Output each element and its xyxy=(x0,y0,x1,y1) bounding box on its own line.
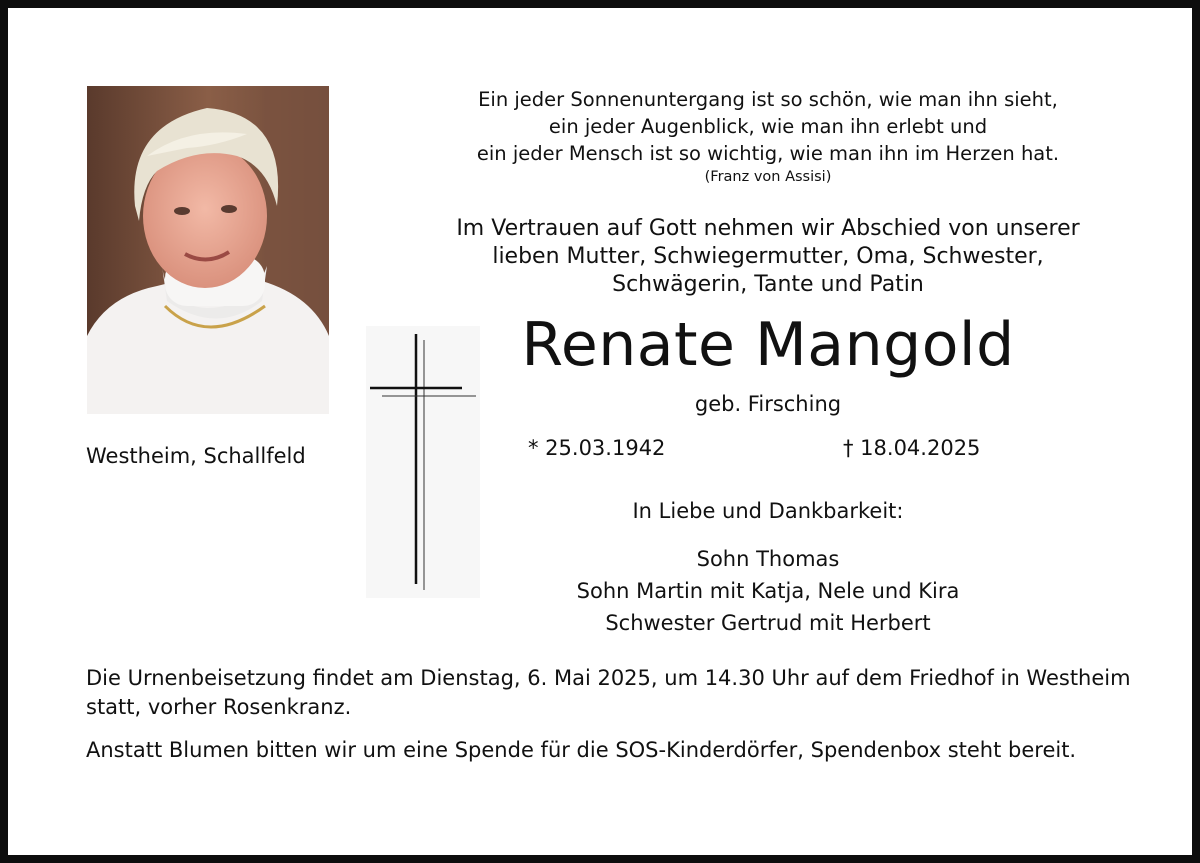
intro-line: Schwägerin, Tante und Patin xyxy=(612,272,924,297)
residence-location: Westheim, Schallfeld xyxy=(86,444,306,468)
quote-author: (Franz von Assisi) xyxy=(704,169,832,185)
death-date: † 18.04.2025 xyxy=(843,436,981,460)
quote-line: ein jeder Augenblick, wie man ihn erlebt und xyxy=(548,115,988,138)
burial-notice: Die Urnenbeisetzung findet am Dienstag, 6. Mai 2025, um 14.30 Uhr auf dem Friedhof in Westheim statt, vorher Rosenkranz. xyxy=(86,666,1131,719)
quote-line: Ein jeder Sonnenuntergang ist so schön, wie man ihn sieht, xyxy=(478,88,1058,111)
cross-icon xyxy=(366,326,480,598)
birth-date: * 25.03.1942 xyxy=(528,436,666,460)
quote-line: ein jeder Mensch ist so wichtig, wie man ihn im Herzen hat. xyxy=(476,142,1060,165)
donation-notice: Anstatt Blumen bitten wir um eine Spende für die SOS-Kinderdörfer, Spendenbox steht bereit. xyxy=(86,738,1077,762)
mourners-list xyxy=(488,543,1048,639)
mourner-item: Schwester Gertrud mit Herbert xyxy=(605,611,931,635)
mourner-item: Sohn Martin mit Katja, Nele und Kira xyxy=(576,579,960,603)
quote-text xyxy=(388,86,1148,167)
thanks-heading: In Liebe und Dankbarkeit: xyxy=(632,499,904,523)
mourner-item: Sohn Thomas xyxy=(696,547,840,571)
intro-line: Im Vertrauen auf Gott nehmen wir Abschied von unserer xyxy=(456,216,1080,241)
intro-line: lieben Mutter, Schwiegermutter, Oma, Schwester, xyxy=(492,244,1044,269)
intro-text xyxy=(388,215,1148,299)
maiden-name: geb. Firsching xyxy=(694,392,842,416)
deceased-name: Renate Mangold xyxy=(521,310,1015,380)
portrait-photo xyxy=(87,86,329,414)
